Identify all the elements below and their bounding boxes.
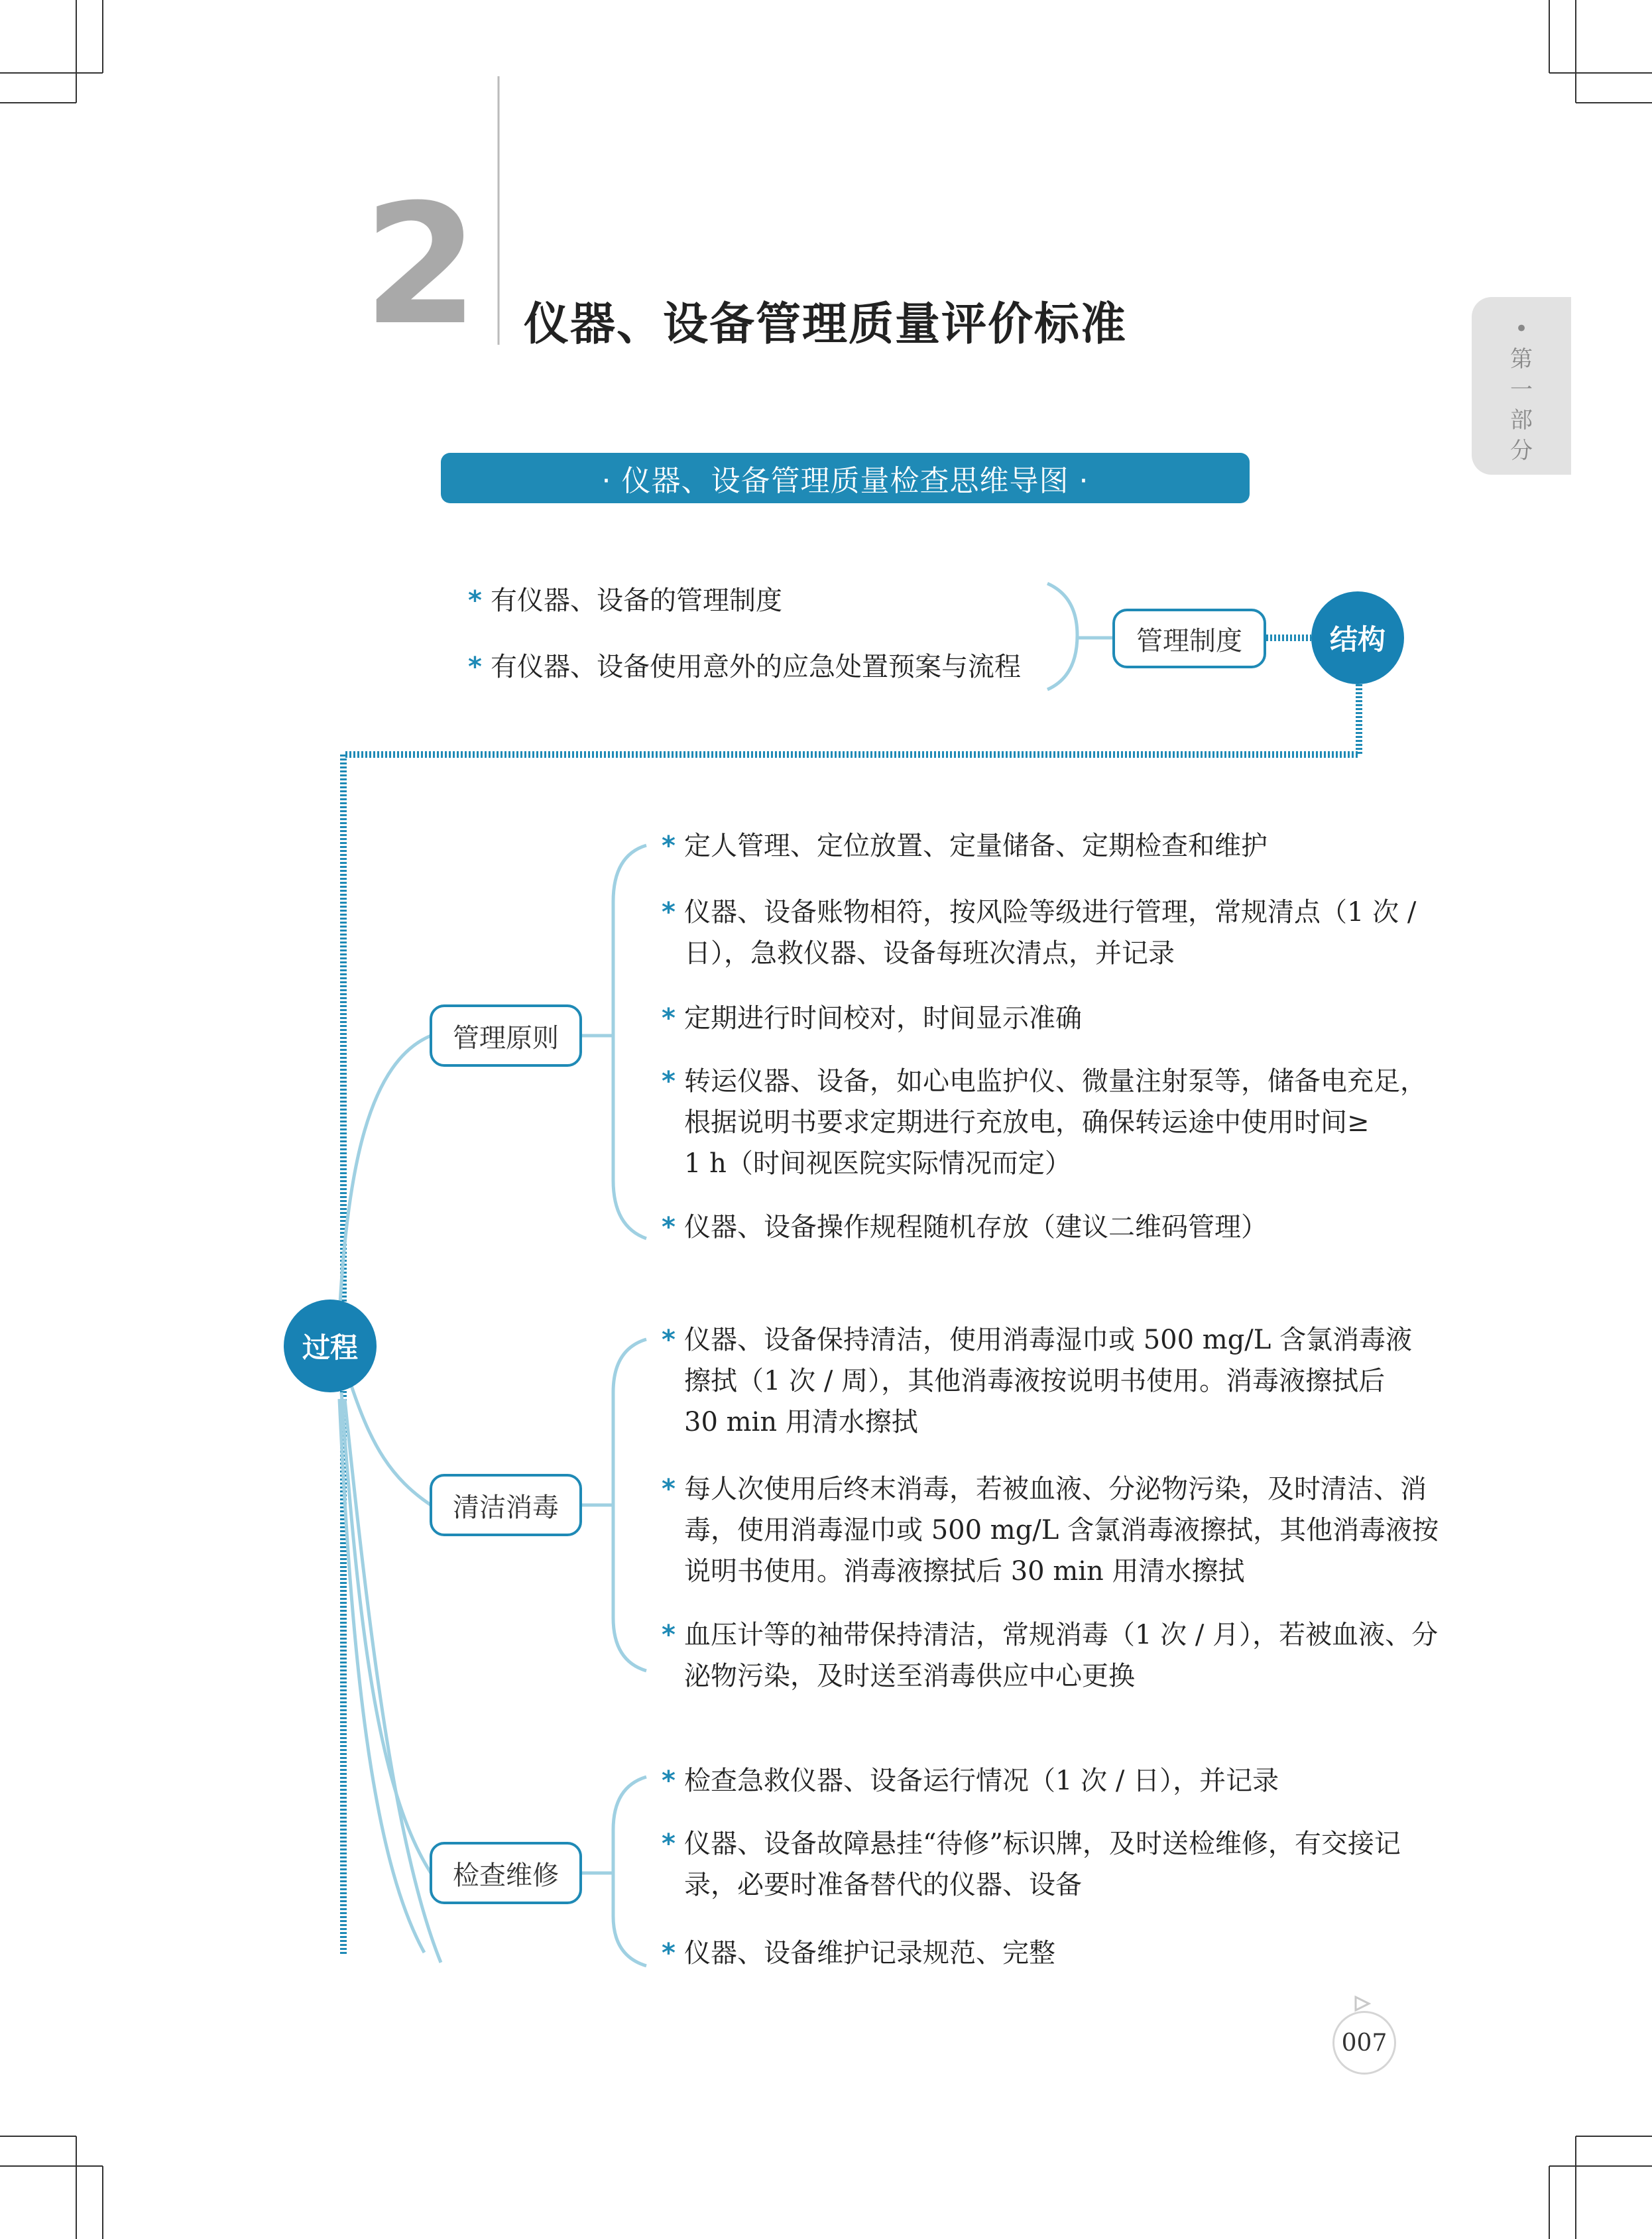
process-item-line: 仪器、设备保持清洁，使用消毒湿巾或 500 mg/L 含氯消毒液 <box>684 1325 1413 1355</box>
process-item <box>662 998 1413 1039</box>
asterisk-icon: * <box>662 1766 676 1796</box>
process-item-line: 仪器、设备操作规程随机存放（建议二维码管理） <box>684 1212 1268 1242</box>
node-label: 检查维修 <box>453 1860 559 1891</box>
chapter-title: 仪器、设备管理质量评价标准 <box>524 298 1128 351</box>
process-item <box>662 1319 1413 1443</box>
process-item <box>662 892 1417 974</box>
asterisk-icon: * <box>662 1066 676 1097</box>
process-item-line: 检查急救仪器、设备运行情况（1 次 / 日），并记录 <box>684 1766 1279 1796</box>
process-item <box>662 1207 1413 1248</box>
structure-item-text: 有仪器、设备的管理制度 <box>491 585 782 616</box>
root-label: 结构 <box>1329 623 1386 656</box>
node-inspection-maintenance <box>430 1842 582 1904</box>
process-item <box>662 1061 1427 1184</box>
process-item <box>662 1469 1439 1592</box>
asterisk-icon: * <box>662 1829 676 1859</box>
process-item-line: 每人次使用后终末消毒，若被血液、分泌物污染，及时清洁、消 <box>684 1474 1427 1504</box>
node-label: 清洁消毒 <box>453 1492 559 1523</box>
process-item-line: 泌物污染，及时送至消毒供应中心更换 <box>684 1661 1135 1691</box>
process-item-line: 30 min 用清水擦拭 <box>684 1407 918 1437</box>
process-item <box>662 1760 1413 1801</box>
process-item-line: 说明书使用。消毒液擦拭后 30 min 用清水擦拭 <box>684 1556 1245 1587</box>
asterisk-icon: * <box>468 652 482 682</box>
asterisk-icon: * <box>662 1938 676 1968</box>
process-item <box>662 1933 1413 1974</box>
asterisk-icon: * <box>662 1003 676 1034</box>
structure-item <box>468 646 1021 688</box>
process-item-line: 擦拭（1 次 / 周），其他消毒液按说明书使用。消毒液擦拭后 <box>684 1366 1386 1396</box>
asterisk-icon: * <box>662 1620 676 1650</box>
process-item-line: 血压计等的袖带保持清洁，常规消毒（1 次 / 月），若被血液、分 <box>684 1620 1439 1650</box>
asterisk-icon: * <box>662 1325 676 1355</box>
banner-title: · 仪器、设备管理质量检查思维导图 · <box>601 464 1089 498</box>
structure-item <box>468 580 782 621</box>
process-item-line: 根据说明书要求定期进行充放电，确保转运途中使用时间≥ <box>684 1107 1370 1138</box>
page-number: 007 <box>1332 2011 1396 2075</box>
process-item-line: 仪器、设备故障悬挂“待修”标识牌，及时送检维修，有交接记 <box>684 1829 1401 1859</box>
process-item-line: 日），急救仪器、设备每班次清点，并记录 <box>684 938 1175 969</box>
node-cleaning-disinfection <box>430 1474 582 1536</box>
root-process-circle <box>284 1300 377 1392</box>
asterisk-icon: * <box>662 1212 676 1242</box>
process-item-line: 仪器、设备维护记录规范、完整 <box>684 1938 1055 1968</box>
root-label: 过程 <box>302 1331 358 1364</box>
node-label: 管理原则 <box>453 1022 559 1054</box>
process-item-line: 录，必要时准备替代的仪器、设备 <box>684 1870 1082 1900</box>
asterisk-icon: * <box>468 585 482 616</box>
process-item-line: 仪器、设备账物相符，按风险等级进行管理，常规清点（1 次 / <box>684 897 1417 928</box>
process-item-line: 1 h（时间视医院实际情况而定） <box>684 1148 1071 1179</box>
process-item <box>662 1823 1413 1906</box>
process-item-line: 毒，使用消毒湿巾或 500 mg/L 含氯消毒液擦拭，其他消毒液按 <box>684 1515 1439 1545</box>
asterisk-icon: * <box>662 831 676 861</box>
node-label: 管理制度 <box>1136 625 1242 656</box>
process-item-line: 转运仪器、设备，如心电监护仪、微量注射泵等，储备电充足， <box>684 1066 1427 1097</box>
root-structure-circle <box>1311 591 1404 684</box>
node-management-principles <box>430 1004 582 1067</box>
chapter-number: 2 <box>363 168 479 361</box>
part-side-tab-label: • 第 一 部 分 <box>1510 316 1533 464</box>
node-management-system <box>1112 609 1266 668</box>
process-item-line: 定期进行时间校对，时间显示准确 <box>684 1003 1082 1034</box>
structure-item-text: 有仪器、设备使用意外的应急处置预案与流程 <box>491 652 1021 682</box>
section-banner <box>441 453 1250 503</box>
asterisk-icon: * <box>662 897 676 928</box>
process-item-line: 定人管理、定位放置、定量储备、定期检查和维护 <box>684 831 1268 861</box>
process-item <box>662 1614 1439 1697</box>
part-side-tab <box>1472 297 1571 475</box>
asterisk-icon: * <box>662 1474 676 1504</box>
process-item <box>662 825 1413 867</box>
